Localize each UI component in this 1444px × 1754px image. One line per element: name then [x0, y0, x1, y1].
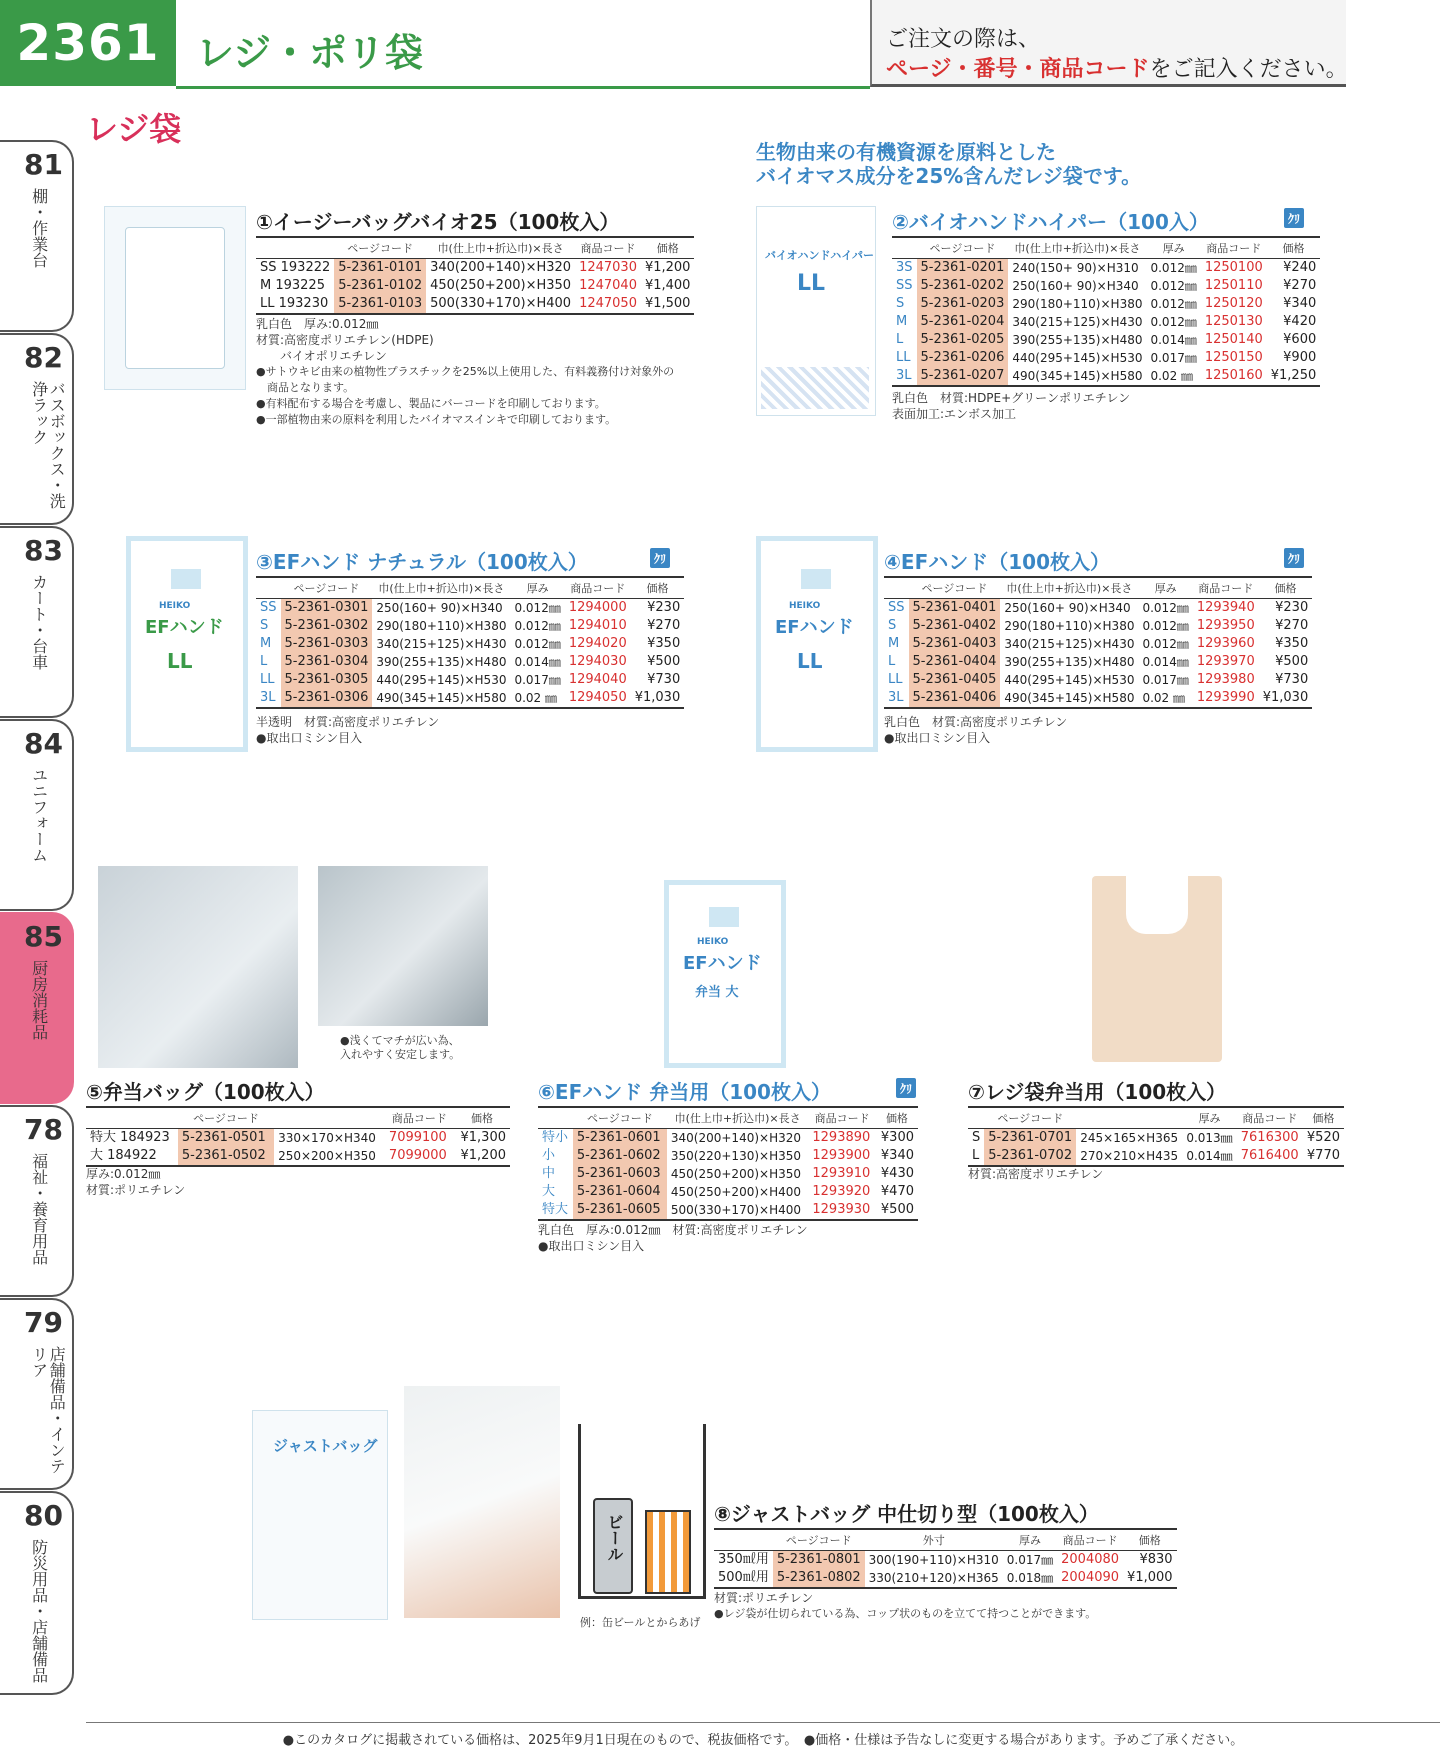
- product-8-caption: 例：缶ビールとからあげ: [580, 1616, 701, 1629]
- product-5-photo: [98, 866, 298, 1068]
- product-4-notes: 乳白色 材質:高密度ポリエチレン ●取出口ミシン目入: [884, 715, 1068, 745]
- product-1-image: [104, 206, 246, 390]
- package-size: LL: [797, 649, 823, 673]
- side-tab-78[interactable]: [0, 1105, 74, 1297]
- table-row: M 5-2361-0403 340(215+125)×H430 0.012㎜ 1293960 ¥350: [888, 636, 1309, 651]
- product-5-title: ⑤弁当バッグ（100枚入）: [86, 1080, 325, 1104]
- order-notice-line1: ご注文の際は、: [886, 27, 1041, 52]
- bag-handle-cutout: [801, 569, 831, 589]
- product-8-diagram: [578, 1424, 706, 1599]
- product-3-image: [126, 536, 248, 752]
- order-notice-line2: [886, 52, 1348, 83]
- table-row: LL 5-2361-0305 440(295+145)×H530 0.017㎜ 1294040 ¥730: [260, 672, 681, 687]
- side-tab-83[interactable]: [0, 526, 74, 718]
- table-row: LL 5-2361-0405 440(295+145)×H530 0.017㎜ 1293980 ¥730: [888, 672, 1309, 687]
- package-brand: HEIKO: [159, 601, 191, 611]
- side-tab-84[interactable]: [0, 719, 74, 911]
- table-row: S 5-2361-0302 290(180+110)×H380 0.012㎜ 1294010 ¥270: [260, 618, 681, 633]
- package-label: EFハンド: [683, 953, 762, 974]
- product-5-table: ページコード 商品コード 価格 特大 184923 5-2361-0501 330×170×H340 7099100 ¥1,300 大 184922 5-2361-0502 250×200×H350 7099000 ¥1,200: [86, 1106, 510, 1167]
- table-row: LL 193230 5-2361-0103 500(330+170)×H400 1247050 ¥1,500: [256, 295, 694, 314]
- table-row: 小 5-2361-0602 350(220+130)×H350 1293900 ¥340: [542, 1148, 914, 1163]
- side-tab-label: 福祉・養育用品: [29, 1153, 49, 1265]
- table-row: 特大 184923 5-2361-0501 330×170×H340 7099100 ¥1,300: [90, 1130, 506, 1145]
- side-tab-80[interactable]: [0, 1491, 74, 1695]
- table-row: 350㎖用 5-2361-0801 300(190+110)×H310 0.017㎜ 2004080 ¥830: [718, 1552, 1173, 1567]
- package-brand: HEIKO: [789, 601, 821, 611]
- product-2-notes: 乳白色 材質:HDPE+グリーンポリエチレン 表面加工:エンボス加工: [892, 391, 1131, 421]
- bag-handle-cutout: [1126, 876, 1188, 934]
- product-4-image: [756, 536, 878, 752]
- product-3-title: ③EFハンド ナチュラル（100枚入）: [256, 550, 588, 574]
- footer-note: ●このカタログに掲載されている価格は、2025年9月1日現在のもので、税抜価格です。 ●価格・仕様は予告なしに変更する場合があります。予めご了承ください。: [86, 1722, 1440, 1748]
- table-row: 特大 5-2361-0605 500(330+170)×H400 1293930 ¥500: [538, 1201, 918, 1220]
- recycle-badge: ｸﾘ: [1284, 208, 1304, 228]
- product-6-image: [664, 880, 786, 1068]
- side-tab-81[interactable]: [0, 140, 74, 332]
- product-1-notes: 乳白色 厚み:0.012㎜ 材質:高密度ポリエチレン(HDPE) バイオポリエチレン ●サトウキビ由来の植物性プラスチックを25%以上使用した、有料義務付け対象外の 商品となります。 ●有料配布する場合を考慮し、製品にバーコードを印刷しております。 ●一部植物由来の原料を利用したバイオマスインキで印刷しております。: [256, 317, 675, 426]
- product-6-title: ⑥EFハンド 弁当用（100枚入）: [538, 1080, 831, 1104]
- table-row: SS 5-2361-0301 250(160+ 90)×H340 0.012㎜ 1294000 ¥230: [260, 600, 681, 615]
- table-row: 3L 5-2361-0306 490(345+145)×H580 0.02 ㎜ 1294050 ¥1,030: [256, 689, 684, 708]
- can-shape: [593, 1498, 633, 1594]
- bag-handle-cutout: [709, 907, 739, 927]
- side-tab-82[interactable]: [0, 333, 74, 525]
- section-title: レジ袋: [86, 110, 182, 148]
- product-8-notes: 材質:ポリエチレン ●レジ袋が仕切られている為、コップ状のものを立てて持つことができます。: [714, 1591, 1097, 1620]
- product-6-table: ページコード 巾(仕上巾+折込巾)×長さ 商品コード 価格 特小 5-2361-0601 340(200+140)×H320 1293890 ¥300 小 5-2361-0602 350(220+130)×H350 1293900 ¥340 中 5-2361-0603 450(250+200)×H350 1293910 ¥430 大 5-2361-0604 450(250+200)×H400 1293920 ¥470 特大 5-2361-0605 500(330+170)×H400 1293930 ¥500: [538, 1106, 918, 1221]
- product-5-photo-packed: [318, 866, 488, 1026]
- package-label: ジャストバッグ: [273, 1437, 378, 1455]
- side-tab-number: 79: [24, 1306, 63, 1339]
- product-4-table: ページコード 巾(仕上巾+折込巾)×長さ 厚み 商品コード 価格 SS 5-2361-0401 250(160+ 90)×H340 0.012㎜ 1293940 ¥230 S 5-2361-0402 290(180+110)×H380 0.012㎜ 1293950 ¥270 M 5-2361-0403 340(215+125)×H430 0.012㎜ 1293960 ¥350 L 5-2361-0404 390(255+135)×H480 0.014㎜ 1293970 ¥500 LL 5-2361-0405 440(295+145)×H530 0.017㎜ 1293980 ¥730 3L 5-2361-0406 490(345+145)×H580 0.02 ㎜ 1293990 ¥1,030: [884, 576, 1312, 709]
- product-5-caption: ●浅くてマチが広い為、 入れやすく安定します。: [340, 1034, 461, 1061]
- recycle-badge: ｸﾘ: [650, 548, 670, 568]
- table-row: 大 184922 5-2361-0502 250×200×H350 7099000 ¥1,200: [86, 1147, 510, 1166]
- bag-shape: [125, 227, 225, 369]
- product-8-photo: [404, 1386, 560, 1618]
- package-size: 弁当 大: [695, 985, 739, 1000]
- product-7-notes: 材質:高密度ポリエチレン: [968, 1167, 1104, 1181]
- side-tab-number: 83: [24, 534, 63, 567]
- order-notice-rest: をご記入ください。: [1149, 57, 1348, 82]
- product-8-package: [252, 1410, 388, 1620]
- table-row: S 5-2361-0701 245×165×H365 0.013㎜ 7616300 ¥520: [972, 1130, 1340, 1145]
- table-row: 3L 5-2361-0207 490(345+145)×H580 0.02 ㎜ 1250160 ¥1,250: [892, 367, 1320, 386]
- table-row: M 193225 5-2361-0102 450(250+200)×H350 1247040 ¥1,400: [260, 278, 691, 293]
- side-tab-label: カート・台車: [29, 574, 49, 670]
- table-row: L 5-2361-0304 390(255+135)×H480 0.014㎜ 1294030 ¥500: [260, 654, 681, 669]
- side-tab-number: 85: [24, 920, 63, 953]
- table-row: 中 5-2361-0603 450(250+200)×H350 1293910 ¥430: [542, 1166, 914, 1181]
- package-pattern: [761, 367, 869, 409]
- product-1-title: ①イージーバッグバイオ25（100枚入）: [256, 210, 620, 234]
- side-tab-number: 82: [24, 341, 63, 374]
- table-row: 3L 5-2361-0406 490(345+145)×H580 0.02 ㎜ 1293990 ¥1,030: [884, 689, 1312, 708]
- table-row: SS 5-2361-0401 250(160+ 90)×H340 0.012㎜ 1293940 ¥230: [888, 600, 1309, 615]
- table-row: M 5-2361-0204 340(215+125)×H430 0.012㎜ 1250130 ¥420: [896, 314, 1317, 329]
- side-tab-number: 81: [24, 148, 63, 181]
- table-row: 大 5-2361-0604 450(250+200)×H400 1293920 ¥470: [542, 1184, 914, 1199]
- table-row: SS 193222 5-2361-0101 340(200+140)×H320 1247030 ¥1,200: [260, 260, 691, 275]
- side-tab-label: バスボックス・洗浄ラック: [29, 381, 67, 509]
- recycle-badge: ｸﾘ: [896, 1078, 916, 1098]
- product-8-title: ⑧ジャストバッグ 中仕切り型（100枚入）: [714, 1502, 1099, 1526]
- page-number: 2361: [0, 0, 176, 86]
- side-tab-79[interactable]: [0, 1298, 74, 1490]
- package-label: バイオハンドハイパー: [765, 249, 875, 262]
- product-7-table: ページコード 厚み 商品コード 価格 S 5-2361-0701 245×165×H365 0.013㎜ 7616300 ¥520 L 5-2361-0702 270×210×H435 0.014㎜ 7616400 ¥770: [968, 1106, 1344, 1167]
- order-notice-emphasis: ページ・番号・商品コード: [886, 57, 1150, 82]
- table-row: L 5-2361-0404 390(255+135)×H480 0.014㎜ 1293970 ¥500: [888, 654, 1309, 669]
- product-5-notes: 厚み:0.012㎜ 材質:ポリエチレン: [86, 1167, 186, 1197]
- table-row: SS 5-2361-0202 250(160+ 90)×H340 0.012㎜ 1250110 ¥270: [896, 278, 1317, 293]
- product-8-table: ページコード 外寸 厚み 商品コード 価格 350㎖用 5-2361-0801 300(190+110)×H310 0.017㎜ 2004080 ¥830 500㎖用 5-2361-0802 330(210+120)×H365 0.018㎜ 2004090 ¥1,000: [714, 1528, 1177, 1589]
- package-label: EFハンド: [775, 617, 854, 638]
- product-1-table: ページコード 巾(仕上巾+折込巾)×長さ 商品コード 価格 SS 193222 5-2361-0101 340(200+140)×H320 1247030 ¥1,200 M 193225 5-2361-0102 450(250+200)×H350 1247040 ¥1,400 LL 193230 5-2361-0103 500(330+170)×H400 1247050 ¥1,500: [256, 236, 694, 315]
- side-tab-number: 84: [24, 727, 63, 760]
- product-7-image: [1092, 876, 1222, 1062]
- product-2-table: ページコード 巾(仕上巾+折込巾)×長さ 厚み 商品コード 価格 3S 5-2361-0201 240(150+ 90)×H310 0.012㎜ 1250100 ¥240 SS 5-2361-0202 250(160+ 90)×H340 0.012㎜ 1250110 ¥270 S 5-2361-0203 290(180+110)×H380 0.012㎜ 1250120 ¥340 M 5-2361-0204 340(215+125)×H430 0.012㎜ 1250130 ¥420 L 5-2361-0205 390(255+135)×H480 0.014㎜ 1250140 ¥600 LL 5-2361-0206 440(295+145)×H530 0.017㎜ 1250150 ¥900 3L 5-2361-0207 490(345+145)×H580 0.02 ㎜ 1250160 ¥1,250: [892, 236, 1320, 387]
- recycle-badge: ｸﾘ: [1284, 548, 1304, 568]
- package-size: LL: [797, 271, 826, 296]
- product-3-notes: 半透明 材質:高密度ポリエチレン ●取出口ミシン目入: [256, 715, 440, 745]
- product-2-image: [756, 206, 876, 416]
- product-6-notes: 乳白色 厚み:0.012㎜ 材質:高密度ポリエチレン ●取出口ミシン目入: [538, 1223, 808, 1253]
- table-row: LL 5-2361-0206 440(295+145)×H530 0.017㎜ 1250150 ¥900: [896, 350, 1317, 365]
- product-3-table: ページコード 巾(仕上巾+折込巾)×長さ 厚み 商品コード 価格 SS 5-2361-0301 250(160+ 90)×H340 0.012㎜ 1294000 ¥230 S 5-2361-0302 290(180+110)×H380 0.012㎜ 1294010 ¥270 M 5-2361-0303 340(215+125)×H430 0.012㎜ 1294020 ¥350 L 5-2361-0304 390(255+135)×H480 0.014㎜ 1294030 ¥500 LL 5-2361-0305 440(295+145)×H530 0.017㎜ 1294040 ¥730 3L 5-2361-0306 490(345+145)×H580 0.02 ㎜ 1294050 ¥1,030: [256, 576, 684, 709]
- side-tab-label: 防災用品・店舗備品: [29, 1539, 49, 1683]
- table-row: S 5-2361-0203 290(180+110)×H380 0.012㎜ 1250120 ¥340: [896, 296, 1317, 311]
- side-tab-number: 78: [24, 1113, 63, 1146]
- package-label: EFハンド: [145, 617, 224, 638]
- side-tab-number: 80: [24, 1499, 63, 1532]
- package-brand: HEIKO: [697, 937, 729, 947]
- table-row: M 5-2361-0303 340(215+125)×H430 0.012㎜ 1294020 ¥350: [260, 636, 681, 651]
- side-tab-label: 厨房消耗品: [29, 960, 49, 1040]
- side-tab-label: 棚・作業台: [29, 188, 49, 268]
- table-row: L 5-2361-0205 390(255+135)×H480 0.014㎜ 1250140 ¥600: [896, 332, 1317, 347]
- table-row: 3S 5-2361-0201 240(150+ 90)×H310 0.012㎜ 1250100 ¥240: [896, 260, 1317, 275]
- can-label: ビール: [605, 1514, 624, 1562]
- category-title: レジ・ポリ袋: [196, 31, 424, 75]
- product-4-title: ④EFハンド（100枚入）: [884, 550, 1111, 574]
- table-row: 特小 5-2361-0601 340(200+140)×H320 1293890 ¥300: [542, 1130, 914, 1145]
- side-tab-label: ユニフォーム: [29, 767, 49, 863]
- table-row: S 5-2361-0402 290(180+110)×H380 0.012㎜ 1293950 ¥270: [888, 618, 1309, 633]
- bag-handle-cutout: [171, 569, 201, 589]
- cup-shape: [645, 1510, 691, 1594]
- side-tab-85-active[interactable]: [0, 912, 74, 1104]
- bio-note: 生物由来の有機資源を原料とした バイオマス成分を25%含んだレジ袋です。: [756, 140, 1142, 188]
- package-size: LL: [167, 649, 193, 673]
- product-2-title: ②バイオハンドハイパー（100入）: [892, 210, 1209, 234]
- product-7-title: ⑦レジ袋弁当用（100枚入）: [968, 1080, 1227, 1104]
- table-row: 500㎖用 5-2361-0802 330(210+120)×H365 0.018㎜ 2004090 ¥1,000: [714, 1569, 1177, 1588]
- side-tab-label: 店舗備品・インテリア: [29, 1346, 67, 1474]
- table-row: L 5-2361-0702 270×210×H435 0.014㎜ 7616400 ¥770: [968, 1147, 1344, 1166]
